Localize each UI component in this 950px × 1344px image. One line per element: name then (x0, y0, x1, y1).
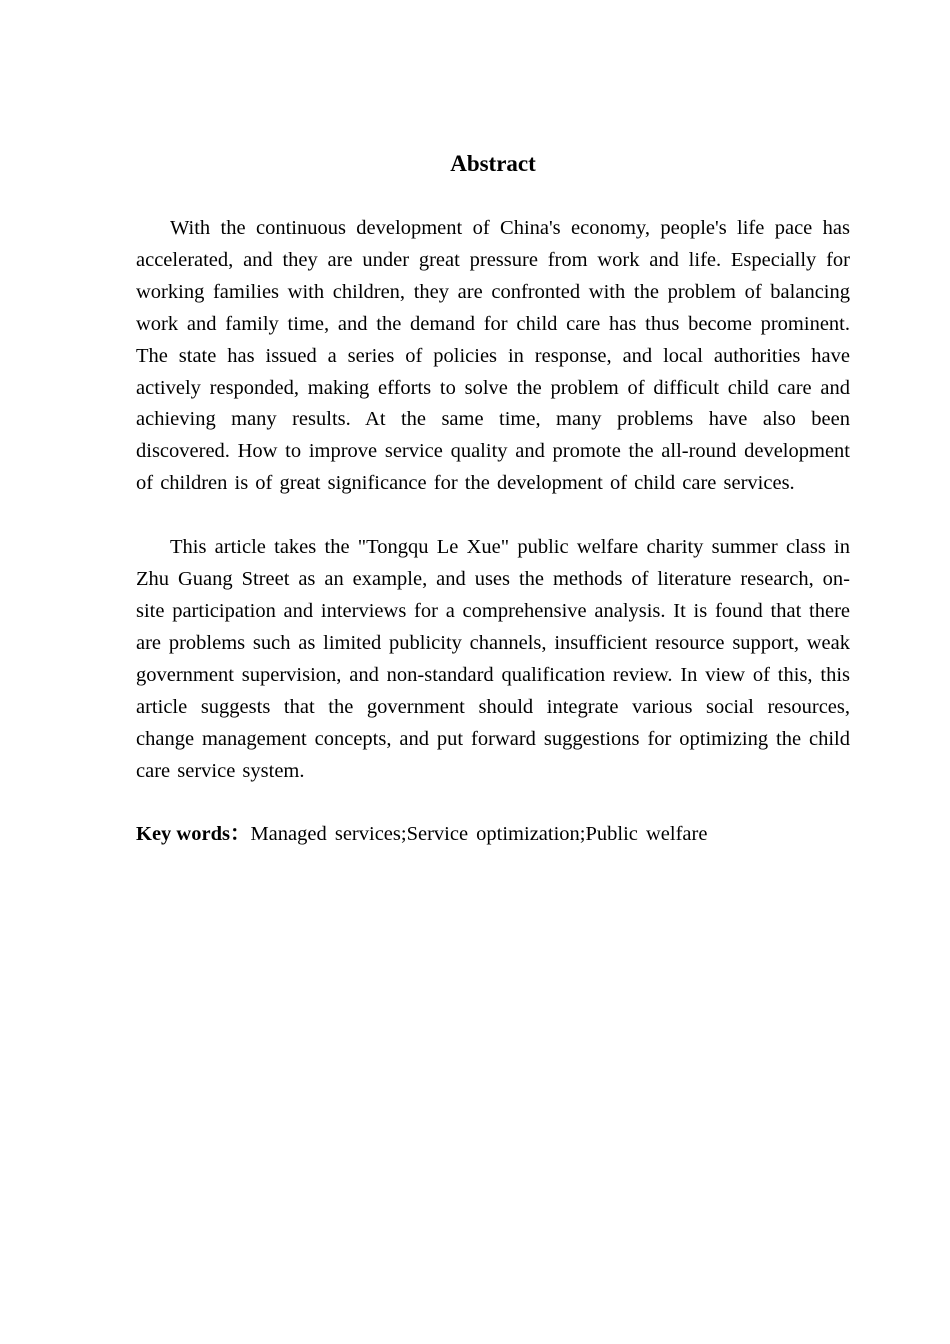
abstract-title: Abstract (450, 151, 536, 176)
keywords-separator: ： (229, 823, 251, 846)
abstract-paragraph-2: This article takes the "Tongqu Le Xue" public welfare charity summer class in Zhu Guang Street as an example, and uses the methods of literature research, on-site participation and interviews for a comprehensive analysis. It is found that there are problems such as limited publicity channels, insufficient resource support, weak government supervision, and non-standard qualification review. In view of this, this article suggests that the government should integrate various social resources, change management concepts, and put forward suggestions for optimizing the child care service system. (136, 536, 850, 782)
keywords-text: Managed services;Service optimization;Public welfare (250, 823, 708, 846)
keywords-label: Key words (136, 823, 230, 846)
abstract-paragraph-1: With the continuous development of China's economy, people's life pace has accelerated, and they are under great pressure from work and life. Especially for working families with children, they are confronted with the problem of balancing work and family time, and the demand for child care has thus become prominent. The state has issued a series of policies in response, and local authorities have actively responded, making efforts to solve the problem of difficult child care and achieving many results. At the same time, many problems have also been discovered. How to improve service quality and promote the all-round development of children is of great significance for the development of child care services. (136, 217, 850, 495)
abstract-body (136, 213, 850, 851)
keywords-line (136, 819, 850, 851)
